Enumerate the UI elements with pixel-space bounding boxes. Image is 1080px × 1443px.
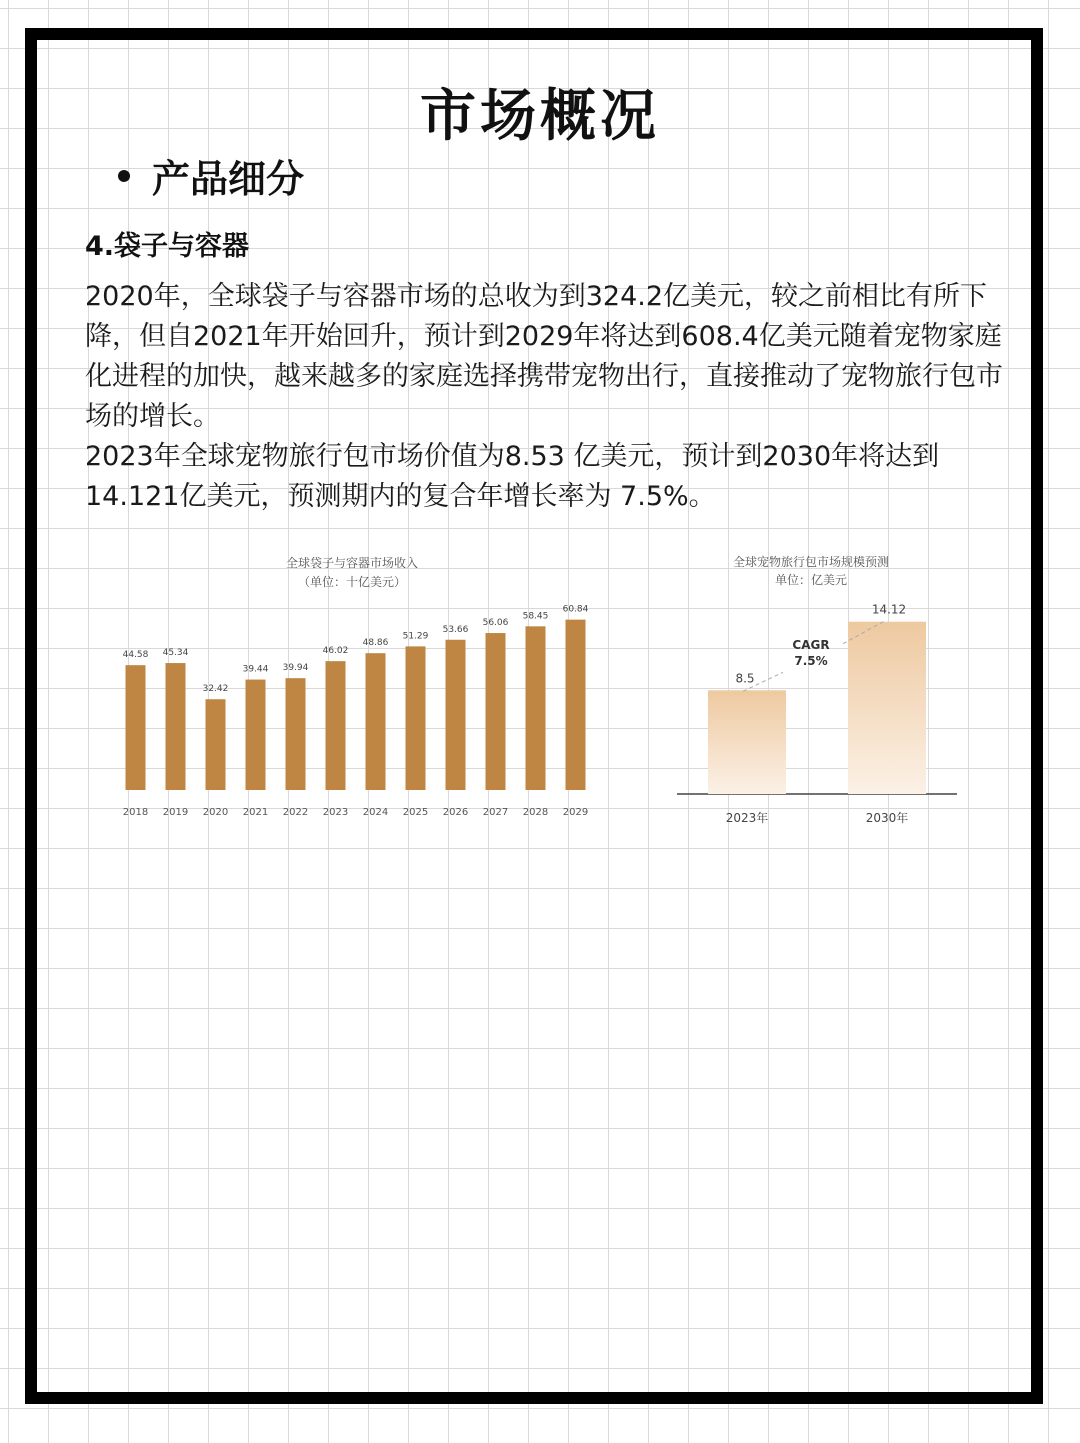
x-tick-label: 2023 [322,807,349,818]
x-tick-label: 2022 [282,807,309,818]
bar-value-label: 8.5 [735,671,755,686]
x-tick-label: 2024 [362,807,389,818]
bar-value-label: 46.02 [322,646,349,657]
bar-2029 [566,620,586,790]
bar-2028 [526,626,546,790]
bar-value-label: 53.66 [442,624,469,635]
subheading: 4.袋子与容器 [85,231,250,262]
bar-2022 [286,678,306,790]
cagr-label: CAGR [792,638,830,652]
paragraph: 2023年全球宠物旅行包市场价值为8.53 亿美元，预计到2030年将达到14.121亿美元，预测期内的复合年增长率为 7.5%。 [85,441,940,512]
chart-subtitle: 单位：亿美元 [774,573,848,587]
bar-2019 [166,663,186,790]
x-tick-label: 2026 [442,807,469,818]
bar-value-label: 14.12 [871,602,907,617]
x-tick-label: 2029 [562,807,589,818]
bar-2024 [366,653,386,790]
bar-value-label: 32.42 [202,684,229,695]
bar-2026 [446,640,466,790]
chart-subtitle: （单位：十亿美元） [297,575,407,589]
bar-2027 [486,633,506,790]
paragraph: 2020年，全球袋子与容器市场的总收为到324.2亿美元，较之前相比有所下降，但自2021年开始回升，预计到2029年将达到608.4亿美元随着宠物家庭化进程的加快，越来越多的家庭选择携带宠物出行，直接推动了宠物旅行包市场的增长。 [85,281,1003,432]
revenue-bar-chart [100,545,620,835]
x-tick-label: 2030年 [865,811,909,825]
bar-value-label: 60.84 [562,604,589,615]
bar-value-label: 51.29 [402,631,429,642]
x-tick-label: 2018 [122,807,149,818]
bar-2023 [326,661,346,790]
bar-value-label: 56.06 [482,618,509,629]
bar-2030年 [848,622,926,794]
x-tick-label: 2019 [162,807,189,818]
bar-value-label: 39.44 [242,664,269,675]
x-tick-label: 2027 [482,807,509,818]
bar-2023年 [708,690,786,794]
page-title: 市场概况 [420,84,660,149]
chart-title: 全球宠物旅行包市场规模预测 [732,555,890,569]
bar-value-label: 44.58 [122,650,149,661]
section-heading [118,148,304,203]
cagr-value: 7.5% [794,654,828,668]
travel-bag-forecast-chart [670,545,970,835]
bar-value-label: 45.34 [162,648,189,659]
bar-value-label: 39.94 [282,663,309,674]
x-tick-label: 2020 [202,807,229,818]
x-tick-label: 2025 [402,807,429,818]
bar-value-label: 58.45 [522,611,549,622]
x-tick-label: 2021 [242,807,269,818]
bar-value-label: 48.86 [362,638,389,649]
bar-2020 [206,699,226,790]
section-heading-label: 产品细分 [152,157,305,201]
x-tick-label: 2023年 [725,811,769,825]
body-text [85,277,1015,517]
bar-2025 [406,646,426,790]
chart-title: 全球袋子与容器市场收入 [285,556,419,570]
bar-2018 [126,665,146,790]
x-tick-label: 2028 [522,807,549,818]
bullet-icon [118,170,130,182]
bar-2021 [246,680,266,790]
